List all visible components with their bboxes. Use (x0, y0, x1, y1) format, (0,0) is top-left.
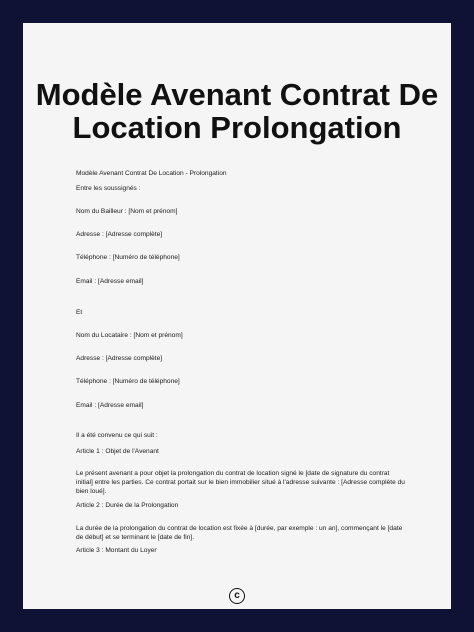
locataire-email-field: Email : [Adresse email] (76, 402, 144, 409)
locataire-phone-field: Téléphone : [Numéro de téléphone] (76, 378, 180, 385)
bailleur-address-field: Adresse : [Adresse complète] (76, 231, 163, 238)
copyright-icon: c (229, 588, 245, 604)
et-separator: Et (76, 309, 83, 316)
article-2-text: La durée de la prolongation du contrat de location est fixée à [durée, par exemple : un an], commençant le [date de début] et se terminant le [date de fin]. (76, 525, 403, 541)
intro-line: Entre les soussignés : (76, 185, 141, 192)
document-subtitle: Modèle Avenant Contrat De Location - Prolongation (76, 170, 227, 177)
bailleur-phone-field: Téléphone : [Numéro de téléphone] (76, 254, 180, 261)
locataire-address-field: Adresse : [Adresse complète] (76, 355, 163, 362)
agreement-line: Il a été convenu ce qui suit : (76, 432, 158, 439)
bailleur-email-field: Email : [Adresse email] (76, 278, 144, 285)
document-title: Modèle Avenant Contrat De Location Prolongation (35, 77, 439, 145)
article-1-heading: Article 1 : Objet de l'Avenant (76, 448, 159, 455)
article-2-heading: Article 2 : Durée de la Prolongation (76, 502, 179, 509)
article-1-text: Le présent avenant a pour objet la prolongation du contrat de location signé le [date de signature du contrat initial] entre les parties. Ce contrat portait sur le bien immobilier situé à l'adresse suivante : [Adresse complète du bien loué]. (76, 470, 405, 495)
locataire-name-field: Nom du Locataire : [Nom et prénom] (76, 332, 183, 339)
article-3-heading: Article 3 : Montant du Loyer (76, 547, 157, 554)
document-page (23, 23, 451, 609)
bailleur-name-field: Nom du Bailleur : [Nom et prénom] (76, 208, 178, 215)
